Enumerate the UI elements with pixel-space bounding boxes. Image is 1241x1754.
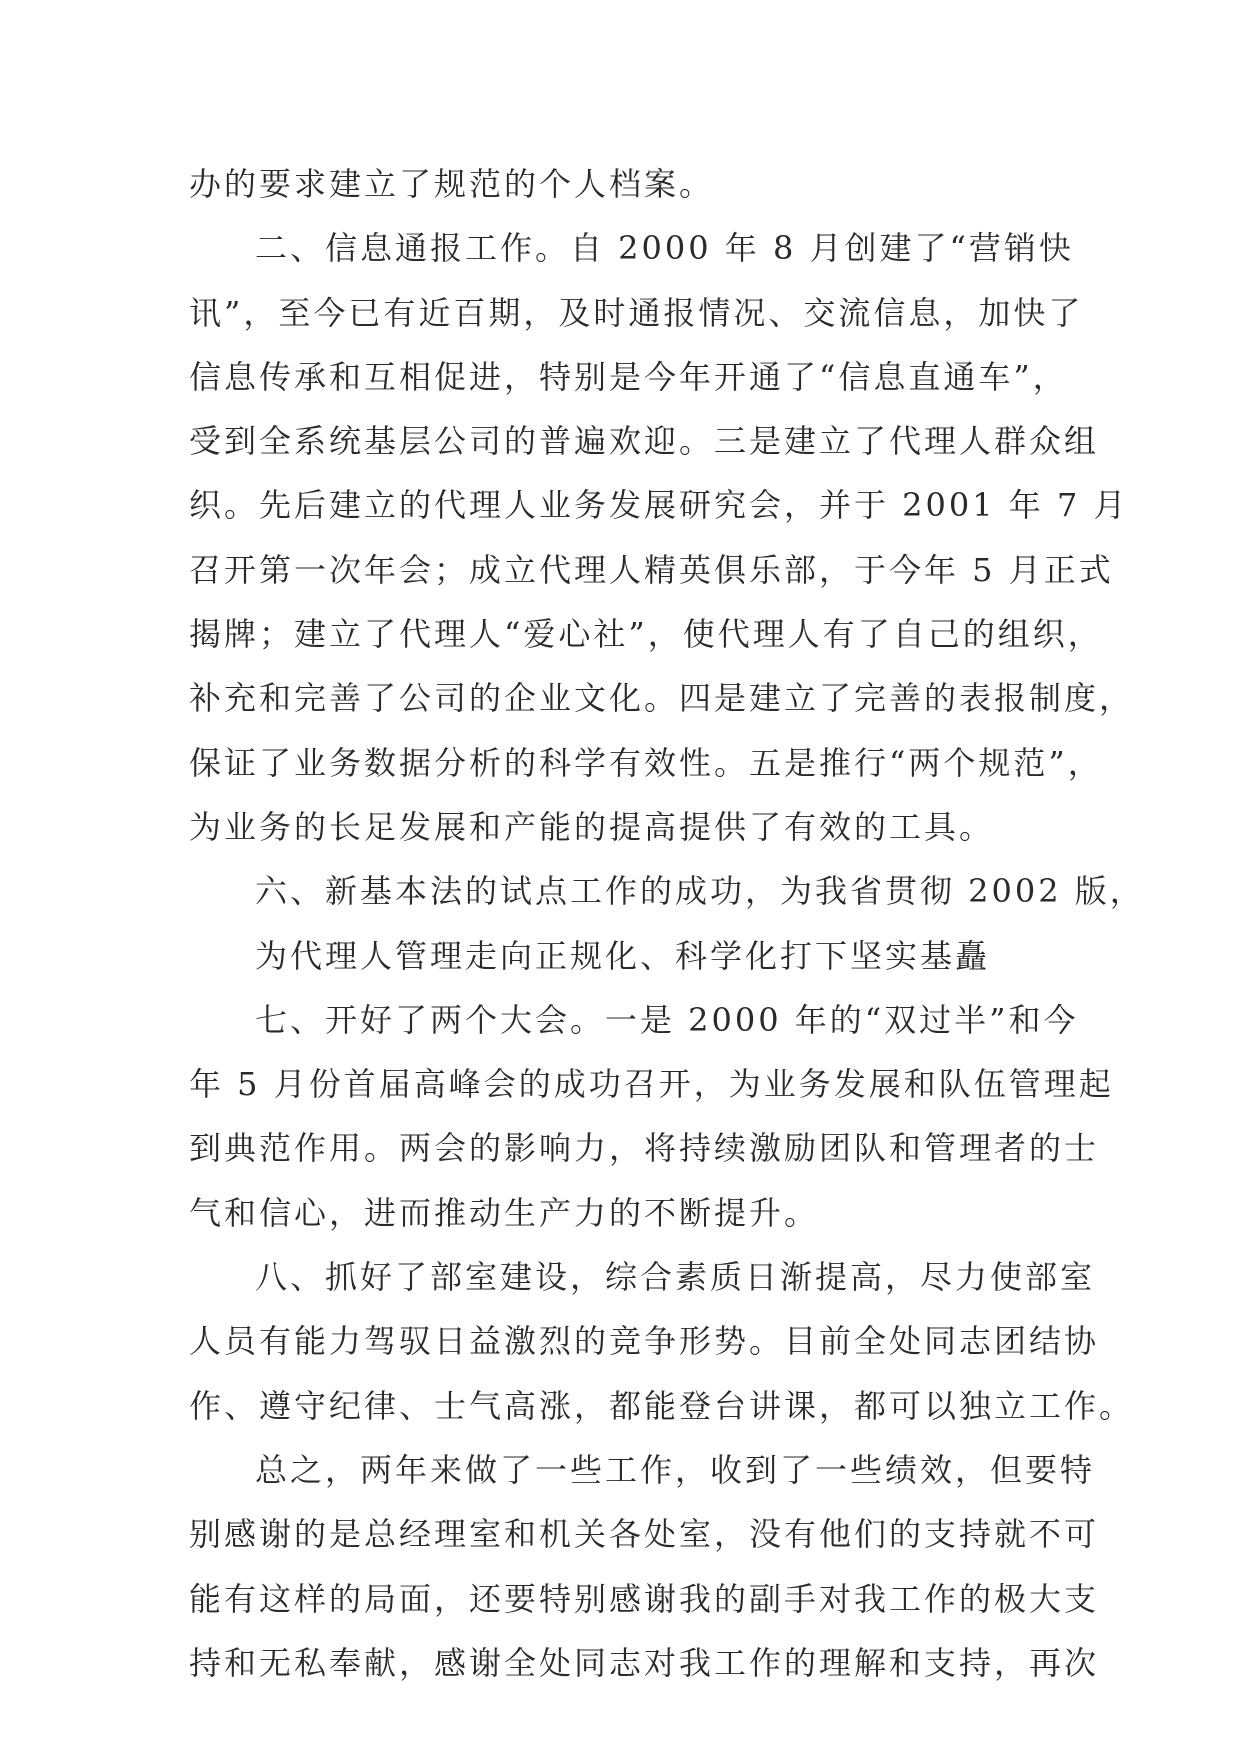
text-line: 六、新基本法的试点工作的成功，为我省贯彻 2002 版，: [255, 872, 1145, 911]
text-line: 为代理人管理走向正规化、科学化打下坚实基矗: [255, 936, 991, 975]
text-line: 能有这样的局面，还要特别感谢我的副手对我工作的极大支: [189, 1579, 1100, 1618]
text-line: 办的要求建立了规范的个人档案。: [189, 165, 715, 203]
text-line: 保证了业务数据分析的科学有效性。五是推行“两个规范”，: [189, 743, 1103, 782]
text-line: 持和无私奉献，感谢全处同志对我工作的理解和支持，再次: [189, 1643, 1100, 1682]
text-line: 别感谢的是总经理室和机关各处室，没有他们的支持就不可: [189, 1515, 1100, 1554]
text-line: 八、抓好了部室建设，综合素质日渐提高，尽力使部室: [255, 1258, 1096, 1297]
text-line: 年 5 月份首届高峰会的成功召开，为业务发展和队伍管理起: [189, 1065, 1114, 1104]
text-line: 为业务的长足发展和产能的提高提供了有效的工具。: [189, 807, 995, 846]
text-line: 织。先后建立的代理人业务发展研究会，并于 2001 年 7 月: [189, 486, 1129, 525]
text-line: 二、信息通报工作。自 2000 年 8 月创建了“营销快: [255, 229, 1074, 268]
text-line: 作、遵守纪律、士气高涨，都能登台讲课，都可以独立工作。: [189, 1386, 1135, 1425]
text-line: 七、开好了两个大会。一是 2000 年的“双过半”和今: [255, 1000, 1079, 1039]
text-line: 补充和完善了公司的企业文化。四是建立了完善的表报制度，: [189, 679, 1135, 718]
text-line: 气和信心，进而推动生产力的不断提升。: [189, 1193, 820, 1232]
text-line: 讯”，至今已有近百期，及时通报情况、交流信息，加快了: [189, 293, 1084, 332]
text-line: 人员有能力驾驭日益激烈的竞争形势。目前全处同志团结协: [189, 1322, 1100, 1361]
text-line: 信息传承和互相促进，特别是今年开通了“信息直通车”，: [189, 357, 1068, 396]
text-line: 揭牌；建立了代理人“爱心社”，使代理人有了自己的组织，: [189, 615, 1103, 654]
text-line: 总之，两年来做了一些工作，收到了一些绩效，但要特: [255, 1450, 1096, 1489]
document-body: [189, 152, 1145, 1695]
text-line: 召开第一次年会；成立代理人精英俱乐部，于今年 5 月正式: [189, 550, 1114, 589]
text-line: 到典范作用。两会的影响力，将持续激励团队和管理者的士: [189, 1129, 1100, 1168]
text-line: 受到全系统基层公司的普遍欢迎。三是建立了代理人群众组: [189, 422, 1100, 461]
